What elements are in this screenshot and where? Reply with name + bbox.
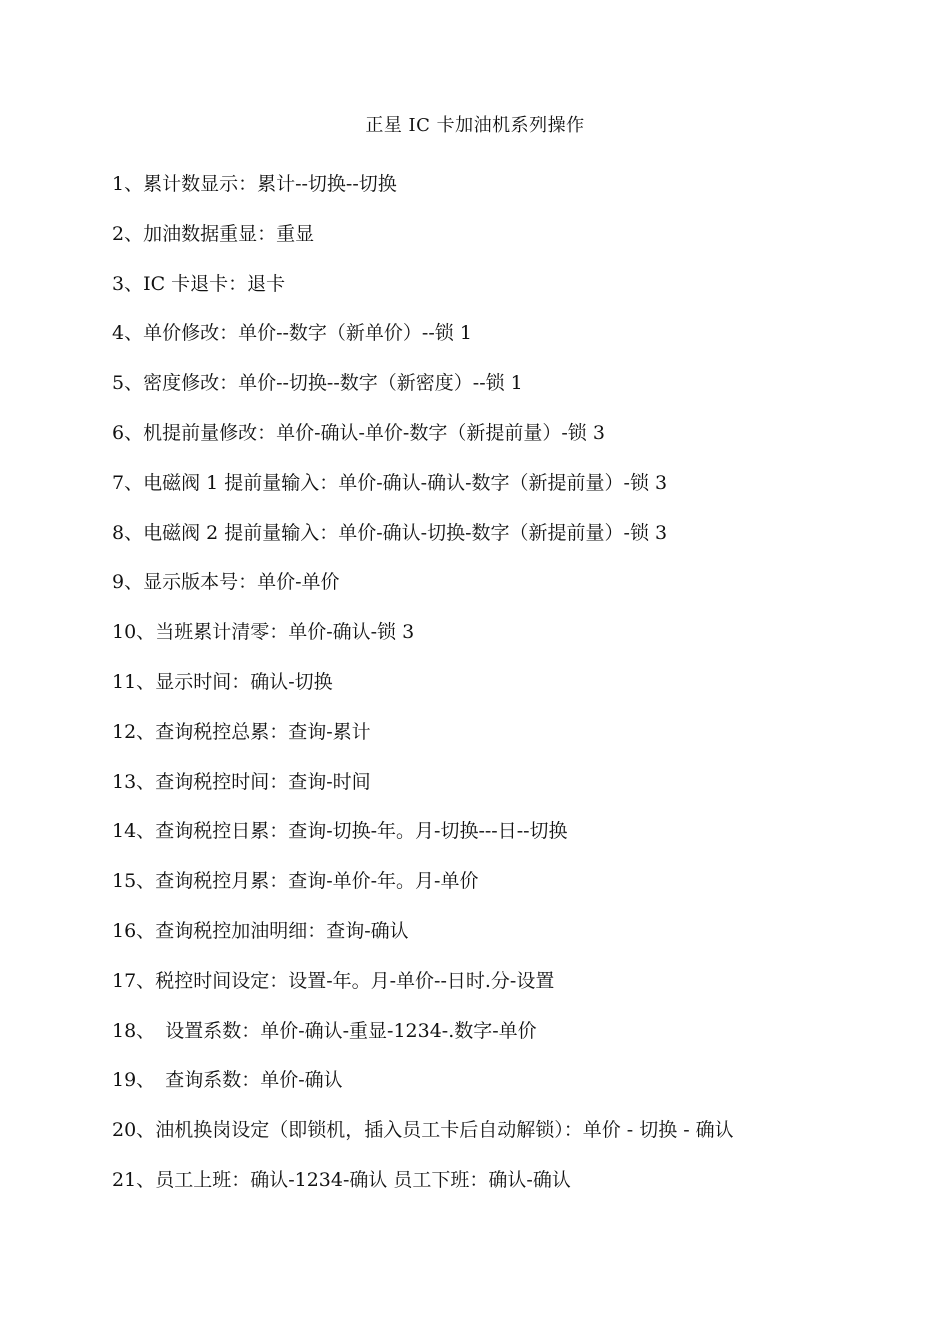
list-item	[112, 370, 892, 420]
item-text: 设置系数：单价-确认-重显-1234-.数字-单价	[165, 1019, 537, 1042]
item-number: 9、	[112, 571, 144, 594]
list-item	[112, 271, 892, 321]
item-text: 显示版本号：单价-单价	[143, 571, 340, 594]
item-text: 员工上班：确认-1234-确认 员工下班：确认-确认	[155, 1168, 571, 1191]
list-item	[112, 221, 892, 271]
item-number: 17、	[112, 969, 156, 992]
item-number: 8、	[112, 521, 144, 544]
document-title: 正星 IC 卡加油机系列操作	[365, 115, 585, 136]
item-text: 查询税控月累：查询-单价-年。月-单价	[155, 870, 479, 893]
item-text: 查询税控加油明细：查询-确认	[155, 919, 409, 942]
item-number: 20、	[112, 1119, 156, 1142]
item-text: 查询税控时间：查询-时间	[155, 770, 371, 793]
item-number: 6、	[112, 421, 144, 444]
list-item	[112, 918, 892, 968]
item-text: 查询税控总累：查询-累计	[155, 720, 371, 743]
item-number: 5、	[112, 372, 144, 395]
item-text: 当班累计清零：单价-确认-锁 3	[155, 621, 415, 644]
list-item	[112, 669, 892, 719]
item-text: 机提前量修改：单价-确认-单价-数字（新提前量）-锁 3	[143, 421, 605, 444]
item-text: IC 卡退卡：退卡	[143, 272, 286, 295]
item-number: 7、	[112, 471, 144, 494]
item-number: 12、	[112, 720, 156, 743]
item-text: 电磁阀 1 提前量输入：单价-确认-确认-数字（新提前量）-锁 3	[143, 471, 668, 494]
item-number: 4、	[112, 322, 144, 345]
list-item	[112, 470, 892, 520]
list-item	[112, 420, 892, 470]
item-number: 1、	[112, 173, 144, 195]
list-item	[112, 569, 892, 619]
item-number: 19、	[112, 1069, 156, 1092]
list-item	[112, 868, 892, 918]
operation-list	[112, 171, 892, 1217]
item-number: 14、	[112, 820, 156, 843]
list-item	[112, 818, 892, 868]
item-text: 电磁阀 2 提前量输入：单价-确认-切换-数字（新提前量）-锁 3	[143, 521, 668, 544]
item-text: 密度修改：单价--切换--数字（新密度）--锁 1	[143, 372, 523, 395]
item-text: 查询税控日累：查询-切换-年。月-切换---日--切换	[155, 820, 568, 843]
item-text: 显示时间：确认-切换	[155, 670, 333, 693]
item-number: 11、	[112, 670, 156, 693]
item-text: 查询系数：单价-确认	[165, 1069, 343, 1092]
item-text: 税控时间设定：设置-年。月-单价--日时.分-设置	[155, 969, 555, 992]
item-number: 3、	[112, 272, 144, 295]
list-item	[112, 619, 892, 669]
item-number: 10、	[112, 621, 156, 644]
item-number: 13、	[112, 770, 156, 793]
list-item	[112, 1117, 892, 1167]
list-item	[112, 769, 892, 819]
item-text: 累计数显示：累计--切换--切换	[143, 173, 397, 195]
item-number: 15、	[112, 870, 156, 893]
list-item	[112, 968, 892, 1018]
item-number: 18、	[112, 1019, 156, 1042]
item-number: 16、	[112, 919, 156, 942]
item-text: 油机换岗设定（即锁机，插入员工卡后自动解锁）：单价 - 切换 - 确认	[155, 1119, 734, 1142]
item-number: 2、	[112, 222, 144, 245]
list-item	[112, 1167, 892, 1217]
item-text: 加油数据重显：重显	[143, 222, 315, 245]
list-item	[112, 171, 892, 221]
list-item	[112, 1067, 892, 1117]
list-item	[112, 320, 892, 370]
list-item	[112, 1018, 892, 1068]
list-item	[112, 719, 892, 769]
item-text: 单价修改：单价--数字（新单价）--锁 1	[143, 322, 472, 345]
item-number: 21、	[112, 1168, 156, 1191]
list-item	[112, 520, 892, 570]
